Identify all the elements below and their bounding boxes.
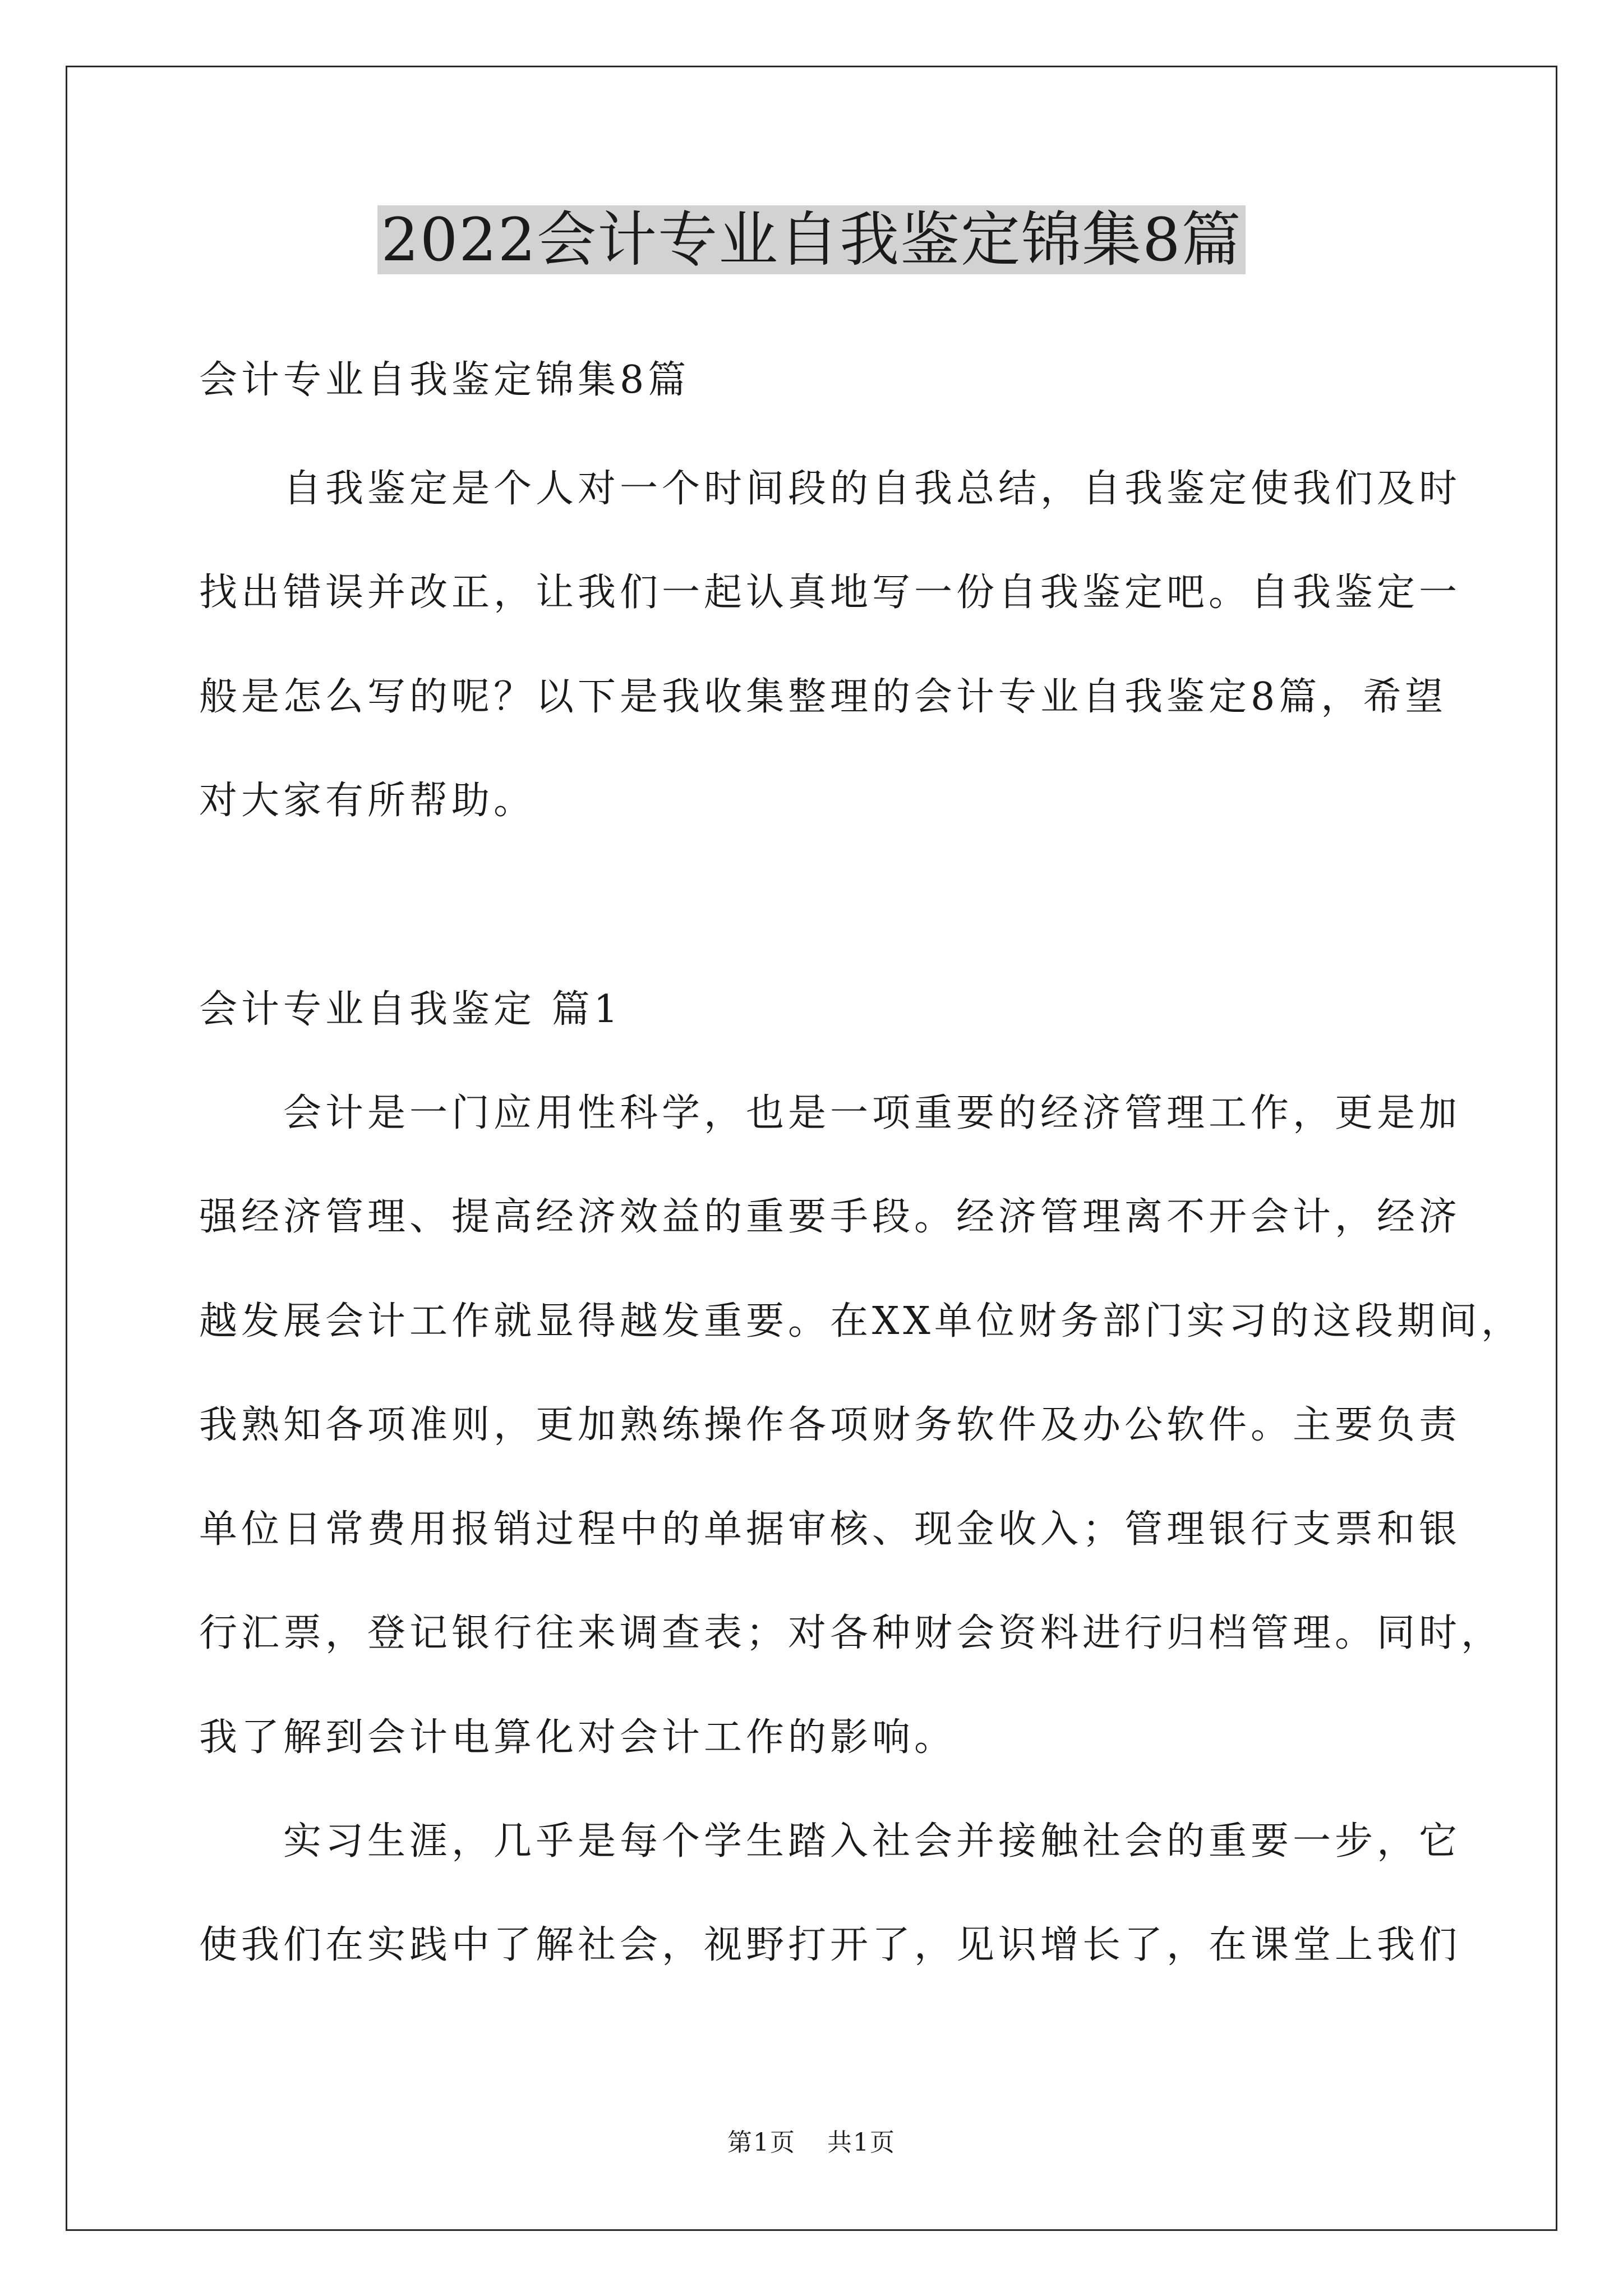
paragraph-line: 使我们在实践中了解社会，视野打开了，见识增长了，在课堂上我们 <box>199 1923 1461 1967</box>
document-title-text: 2022会计专业自我鉴定锦集8篇 <box>377 205 1245 274</box>
intro-line: 般是怎么写的呢？以下是我收集整理的会计专业自我鉴定8篇，希望 <box>199 675 1447 719</box>
intro-line: 找出错误并改正，让我们一起认真地写一份自我鉴定吧。自我鉴定一 <box>199 570 1461 615</box>
intro-line: 自我鉴定是个人对一个时间段的自我总结，自我鉴定使我们及时 <box>283 467 1461 511</box>
paragraph-line: 强经济管理、提高经济效益的重要手段。经济管理离不开会计，经济 <box>199 1195 1461 1239</box>
intro-line: 对大家有所帮助。 <box>199 779 536 823</box>
page-number: 第1页 <box>727 2128 796 2157</box>
page-total: 共1页 <box>827 2128 896 2157</box>
paragraph-line: 单位日常费用报销过程中的单据审核、现金收入；管理银行支票和银 <box>199 1507 1461 1552</box>
paragraph-line: 实习生涯，几乎是每个学生踏入社会并接触社会的重要一步，它 <box>283 1819 1461 1864</box>
paragraph-line: 行汇票，登记银行往来调查表；对各种财会资料进行归档管理。同时， <box>199 1611 1504 1655</box>
section-heading: 会计专业自我鉴定 篇1 <box>199 987 622 1032</box>
paragraph-line: 越发展会计工作就显得越发重要。在XX单位财务部门实习的这段期间， <box>199 1299 1523 1343</box>
page-footer <box>0 2126 1623 2160</box>
paragraph-line: 我了解到会计电算化对会计工作的影响。 <box>199 1715 957 1760</box>
document-subtitle: 会计专业自我鉴定锦集8篇 <box>199 358 690 402</box>
paragraph-line: 会计是一门应用性科学，也是一项重要的经济管理工作，更是加 <box>283 1091 1461 1135</box>
paragraph-line: 我熟知各项准则，更加熟练操作各项财务软件及办公软件。主要负责 <box>199 1403 1461 1447</box>
document-title <box>0 198 1623 282</box>
